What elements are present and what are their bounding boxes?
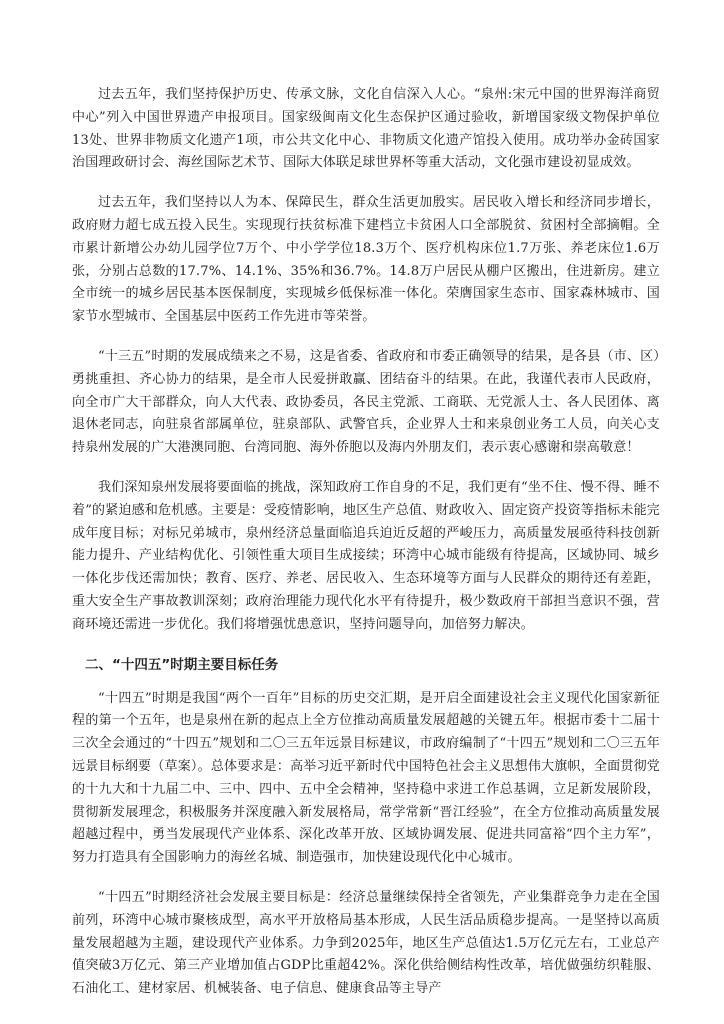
document-page	[72, 84, 660, 1018]
paragraph-livelihood: 过去五年，我们坚持以人为本、保障民生，群众生活更加殷实。居民收入增长和经济同步增长，政府财力超七成五投入民生。实现现行扶贫标准下建档立卡贫困人口全部脱贫、贫困村全部摘帽。全市累计新增公办幼儿园学位7万个、中小学学位18.3万个、医疗机构床位1.7万张、养老床位1.6万张，分别占总数的17.7%、14.1%、35%和36.7%。14.8万户居民从棚户区搬出，住进新房。建立全市统一的城乡居民基本医保制度，实现城乡低保标准一体化。荣膺国家生态市、国家森林城市、国家节水型城市、全国基层中医药工作先进市等荣誉。	[72, 195, 660, 325]
paragraph-main-goals: “十四五”时期经济社会发展主要目标是：经济总量继续保持全省领先，产业集群竞争力走在全国前列，环湾中心城市聚核成型，高水平开放格局基本形成，人民生活品质稳步提高。一是坚持以高质量发展超越为主题，建设现代产业体系。力争到2025年，地区生产总值达1.5万亿元左右，工业总产值突破3万亿元、第三产业增加值占GDP比重超42%。深化供给侧结构性改革，培优做强纺织鞋服、石油化工、建材家居、机械装备、电子信息、健康食品等主导产	[72, 889, 660, 997]
paragraph-overall-requirements: “十四五”时期是我国“两个一百年”目标的历史交汇期，是开启全面建设社会主义现代化国家新征程的第一个五年，也是泉州在新的起点上全方位推动高质量发展超越的关键五年。根据市委十二届十三次全会通过的“十四五”规划和二〇三五年远景目标建议，市政府编制了“十四五”规划和二〇三五年远景目标纲要（草案）。总体要求是：高举习近平新时代中国特色社会主义思想伟大旗帜，全面贯彻党的十九大和十九届二中、三中、四中、五中全会精神，坚持稳中求进工作总基调，立足新发展阶段，贯彻新发展理念，积极服务并深度融入新发展格局，常学常新“晋江经验”，在全方位推动高质量发展超越过程中，勇当发展现代产业体系、深化改革开放、区域协调发展、促进共同富裕“四个主力军”，努力打造具有全国影响力的海丝名城、制造强市，加快建设现代化中心城市。	[72, 690, 660, 866]
paragraph-acknowledgement: “十三五”时期的发展成绩来之不易，这是省委、省政府和市委正确领导的结果，是各县（市、区）勇挑重担、齐心协力的结果，是全市人民爱拼敢赢、团结奋斗的结果。在此，我谨代表市人民政府，向全市广大干部群众，向人大代表、政协委员，各民主党派、工商联、无党派人士、各人民团体、离退休老同志，向驻泉省部属单位，驻泉部队、武警官兵，企业界人士和来泉创业务工人员，向关心支持泉州发展的广大港澳同胞、台湾同胞、海外侨胞以及海内外朋友们，表示衷心感谢和崇高敬意！	[72, 348, 660, 456]
paragraph-challenges: 我们深知泉州发展将要面临的挑战，深知政府工作自身的不足，我们更有“坐不住、慢不得、睡不着”的紧迫感和危机感。主要是：受疫情影响，地区生产总值、财政收入、固定资产投资等指标未能完成年度目标；对标兄弟城市，泉州经济总量面临追兵迫近反超的严峻压力，高质量发展亟待科技创新能力提升、产业结构优化、引领性重大项目生成接续；环湾中心城市能级有待提高，区域协同、城乡一体化步伐还需加快；教育、医疗、养老、居民收入、生态环境等方面与人民群众的期待还有差距，重大安全生产事故教训深刻；政府治理能力现代化水平有待提升，极少数政府干部担当意识不强，营商环境还需进一步优化。我们将增强忧患意识，坚持问题导向，加倍努力解决。	[72, 479, 660, 632]
paragraph-culture: 过去五年，我们坚持保护历史、传承文脉，文化自信深入人心。“泉州:宋元中国的世界海洋商贸中心”列入中国世界遗产申报项目。国家级闽南文化生态保护区通过验收，新增国家级文物保护单位13处、世界非物质文化遗产1项，市公共文化中心、非物质文化遗产馆投入使用。成功举办金砖国家治国理政研讨会、海丝国际艺术节、国际大体联足球世界杯等重大活动，文化强市建设初显成效。	[72, 87, 660, 171]
section-heading: 二、“十四五”时期主要目标任务	[85, 656, 279, 673]
